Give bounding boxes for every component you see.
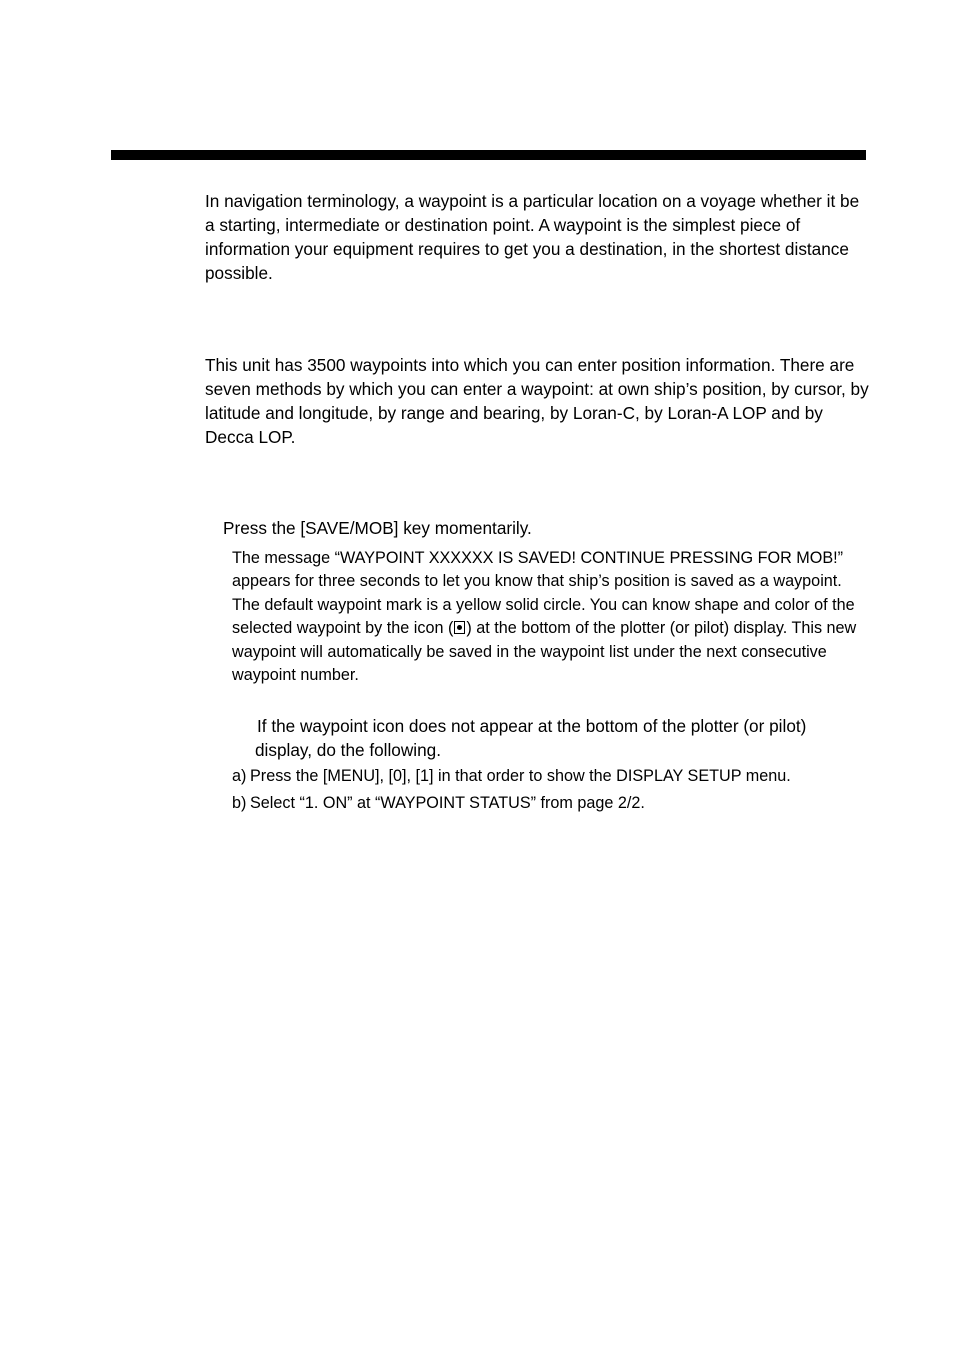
substep-a	[232, 765, 791, 787]
substep-b	[232, 792, 645, 814]
procedure-result	[232, 547, 867, 687]
substep-text: Press the [MENU], [0], [1] in that order to show the DISPLAY SETUP menu.	[250, 767, 791, 785]
intro-paragraph: In navigation terminology, a waypoint is a particular location on a voyage whether it be a starting, intermediate or destination point. A waypoint is the simplest piece of information your equipment requires to get you a destination, in the shortest distance possible.	[205, 191, 860, 283]
procedure-note: If the waypoint icon does not appear at the bottom of the plotter (or pilot) display, do the following.	[255, 716, 807, 760]
substep-text: Select “1. ON” at “WAYPOINT STATUS” from page 2/2.	[250, 794, 645, 812]
section-header-rule	[111, 150, 866, 160]
result-text-end: ) at the bottom of the plotter (or pilot) display. This new waypoint will automatically be saved in the waypoint list under the next consecutive waypoint number.	[232, 619, 857, 685]
waypoint-mark-icon	[454, 621, 465, 634]
substep-marker: b)	[232, 794, 247, 812]
procedure-step: Press the [SAVE/MOB] key momentarily.	[223, 518, 532, 538]
overview-paragraph: This unit has 3500 waypoints into which you can enter position information. There are seven methods by which you can enter a waypoint: at own ship’s position, by cursor, by latitude and longitude, by range and bearing, by Loran-C, by Loran-A LOP and by Decca LOP.	[205, 355, 869, 447]
result-text-start: The message “WAYPOINT XXXXXX IS SAVED! CONTINUE PRESSING FOR MOB!” appears for three seconds to let you know that ship’s position is saved as a waypoint. The default waypoint mark is a yellow solid circle. You can know shape and color of the selected waypoint by the icon (	[232, 549, 855, 638]
substep-marker: a)	[232, 767, 247, 785]
